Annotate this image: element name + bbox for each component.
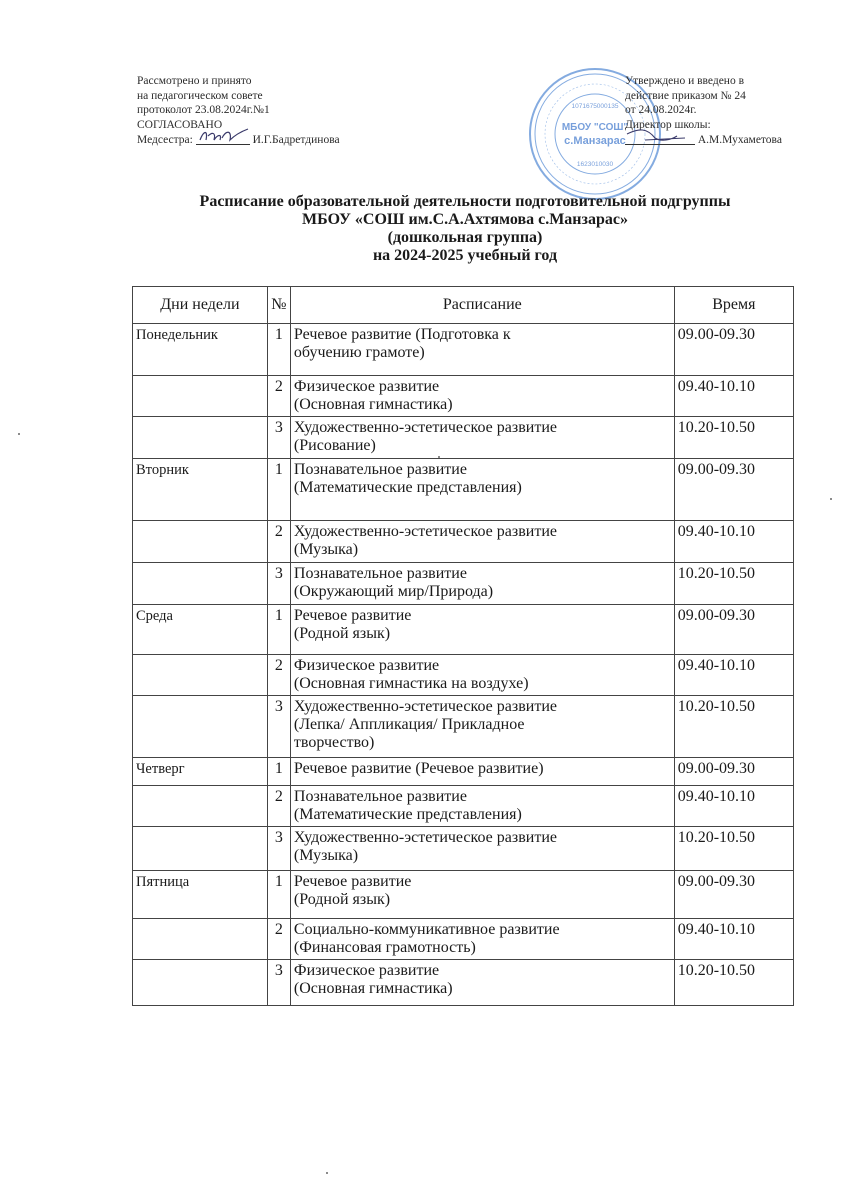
schedule-line: обучению грамоте) [293,344,425,361]
approval-line: Рассмотрено и принято [137,75,252,87]
table-row [133,521,794,563]
schedule-line: творчество) [293,734,375,751]
cell-num: 2 [267,786,290,827]
cell-time: 09.40-10.10 [674,521,793,563]
table-header-row [133,287,794,324]
scan-speck [438,456,440,458]
cell-time: 10.20-10.50 [674,960,793,1006]
cell-num: 3 [267,696,290,758]
schedule-line: (Математические представления) [293,806,522,823]
table-row [133,871,794,919]
cell-day: Четверг [133,758,268,786]
cell-day [133,960,268,1006]
schedule-line: (Окружающий мир/Природа) [293,583,494,600]
schedule-line: Речевое развитие (Подготовка к [293,326,511,343]
schedule-line: (Основная гимнастика) [293,396,453,413]
cell-schedule [290,521,674,563]
stamp-org: МБОУ "СОШ" [561,122,629,133]
stamp-place: с.Манзарас [564,135,626,147]
nurse-label: Медсестра: [137,134,193,146]
schedule-line: Речевое развитие [293,873,412,890]
cell-time: 09.00-09.30 [674,324,793,376]
schedule-line: (Родной язык) [293,891,391,908]
table-row [133,786,794,827]
table-row [133,605,794,655]
cell-time: 10.20-10.50 [674,696,793,758]
schedule-line: Художественно-эстетическое развитие [293,523,557,540]
scan-speck [18,433,20,435]
schedule-line: (Музыка) [293,847,359,864]
protocol-line: протоколот 23.08.2024г.№1 [137,104,270,116]
cell-time: 09.40-10.10 [674,786,793,827]
schedule-table [132,286,794,1006]
table-row [133,827,794,871]
schedule-line: Познавательное развитие [293,788,467,805]
document-title [100,193,830,265]
cell-schedule [290,871,674,919]
schedule-line: (Рисование) [293,437,376,454]
cell-num: 2 [267,521,290,563]
header-day: Дни недели [133,287,268,324]
stamp-inn: 1623010030 [576,161,614,168]
cell-schedule [290,376,674,417]
cell-schedule [290,605,674,655]
cell-schedule [290,417,674,459]
schedule-line: Художественно-эстетическое развитие [293,419,557,436]
table-row [133,459,794,521]
table-row [133,417,794,459]
cell-day: Среда [133,605,268,655]
cell-time: 09.00-09.30 [674,871,793,919]
cell-schedule [290,655,674,696]
header-schedule: Расписание [290,287,674,324]
director-line [625,132,782,148]
stamp-ogrn: 1071675000135 [571,103,619,110]
title-line: МБОУ «СОШ им.С.А.Ахтямова с.Манзарас» [302,211,628,228]
cell-num: 3 [267,960,290,1006]
scan-speck [830,498,832,500]
cell-time: 09.40-10.10 [674,376,793,417]
cell-day [133,919,268,960]
schedule-line: Физическое развитие [293,378,440,395]
schedule-line: Физическое развитие [293,962,440,979]
schedule-line: (Основная гимнастика) [293,980,453,997]
cell-day [133,376,268,417]
schedule-line: (Музыка) [293,541,359,558]
schedule-line: Речевое развитие [293,607,412,624]
cell-day [133,655,268,696]
schedule-line: Физическое развитие [293,657,440,674]
cell-time: 10.20-10.50 [674,827,793,871]
table-row [133,563,794,605]
title-line: на 2024-2025 учебный год [372,247,558,264]
cell-time: 10.20-10.50 [674,417,793,459]
header-num: № [267,287,290,324]
cell-day [133,786,268,827]
director-name: А.М.Мухаметова [697,134,782,146]
director-label: Директор школы: [625,118,711,131]
cell-num: 1 [267,459,290,521]
cell-time: 09.40-10.10 [674,919,793,960]
approved-line: действие приказом № 24 [625,89,746,102]
schedule-line: Художественно-эстетическое развитие [293,829,557,846]
order-date-line: от 24.08.2024г. [625,104,697,116]
cell-num: 3 [267,417,290,459]
cell-num: 2 [267,919,290,960]
cell-day [133,696,268,758]
cell-day [133,827,268,871]
schedule-line: Художественно-эстетическое развитие [293,698,557,715]
nurse-name: И.Г.Бадретдинова [252,134,340,146]
cell-schedule [290,459,674,521]
title-line: (дошкольная группа) [387,229,543,246]
table-row [133,960,794,1006]
cell-time: 10.20-10.50 [674,563,793,605]
approval-line: на педагогическом совете [137,89,263,102]
approved-line: Утверждено и введено в [625,75,745,87]
cell-schedule [290,324,674,376]
cell-schedule [290,786,674,827]
scan-speck [326,1172,328,1174]
cell-time: 09.00-09.30 [674,459,793,521]
cell-num: 1 [267,871,290,919]
nurse-signature [196,132,250,145]
cell-schedule [290,960,674,1006]
cell-day [133,563,268,605]
table-row [133,655,794,696]
table-row [133,376,794,417]
cell-schedule [290,827,674,871]
cell-day [133,417,268,459]
cell-num: 1 [267,605,290,655]
header-time: Время [674,287,793,324]
cell-schedule [290,758,674,786]
cell-day: Понедельник [133,324,268,376]
cell-schedule [290,563,674,605]
cell-time: 09.40-10.10 [674,655,793,696]
cell-num: 3 [267,563,290,605]
nurse-line [137,132,340,148]
cell-time: 09.00-09.30 [674,758,793,786]
cell-time: 09.00-09.30 [674,605,793,655]
schedule-line: Социально-коммуникативное развитие [293,921,560,938]
cell-num: 1 [267,758,290,786]
agreed-line: СОГЛАСОВАНО [137,118,223,131]
director-signature [625,132,695,145]
schedule-line: (Родной язык) [293,625,391,642]
title-line: Расписание образовательной деятельности подготовительной подгруппы [199,193,731,210]
schedule-line: Познавательное развитие [293,565,467,582]
cell-day: Вторник [133,459,268,521]
table-row [133,324,794,376]
schedule-line: (Математические представления) [293,479,522,496]
cell-num: 3 [267,827,290,871]
schedule-line: (Лепка/ Аппликация/ Прикладное [293,716,525,733]
cell-day [133,521,268,563]
cell-num: 2 [267,376,290,417]
schedule-line: Познавательное развитие [293,461,467,478]
cell-schedule [290,919,674,960]
cell-num: 2 [267,655,290,696]
table-row [133,919,794,960]
cell-num: 1 [267,324,290,376]
approval-block-right [625,74,782,148]
schedule-line: Речевое развитие (Речевое развитие) [293,760,544,777]
cell-schedule [290,696,674,758]
schedule-line: (Основная гимнастика на воздухе) [293,675,529,692]
cell-day: Пятница [133,871,268,919]
approval-block-left [137,74,340,148]
schedule-line: (Финансовая грамотность) [293,939,476,956]
table-row [133,758,794,786]
table-row [133,696,794,758]
